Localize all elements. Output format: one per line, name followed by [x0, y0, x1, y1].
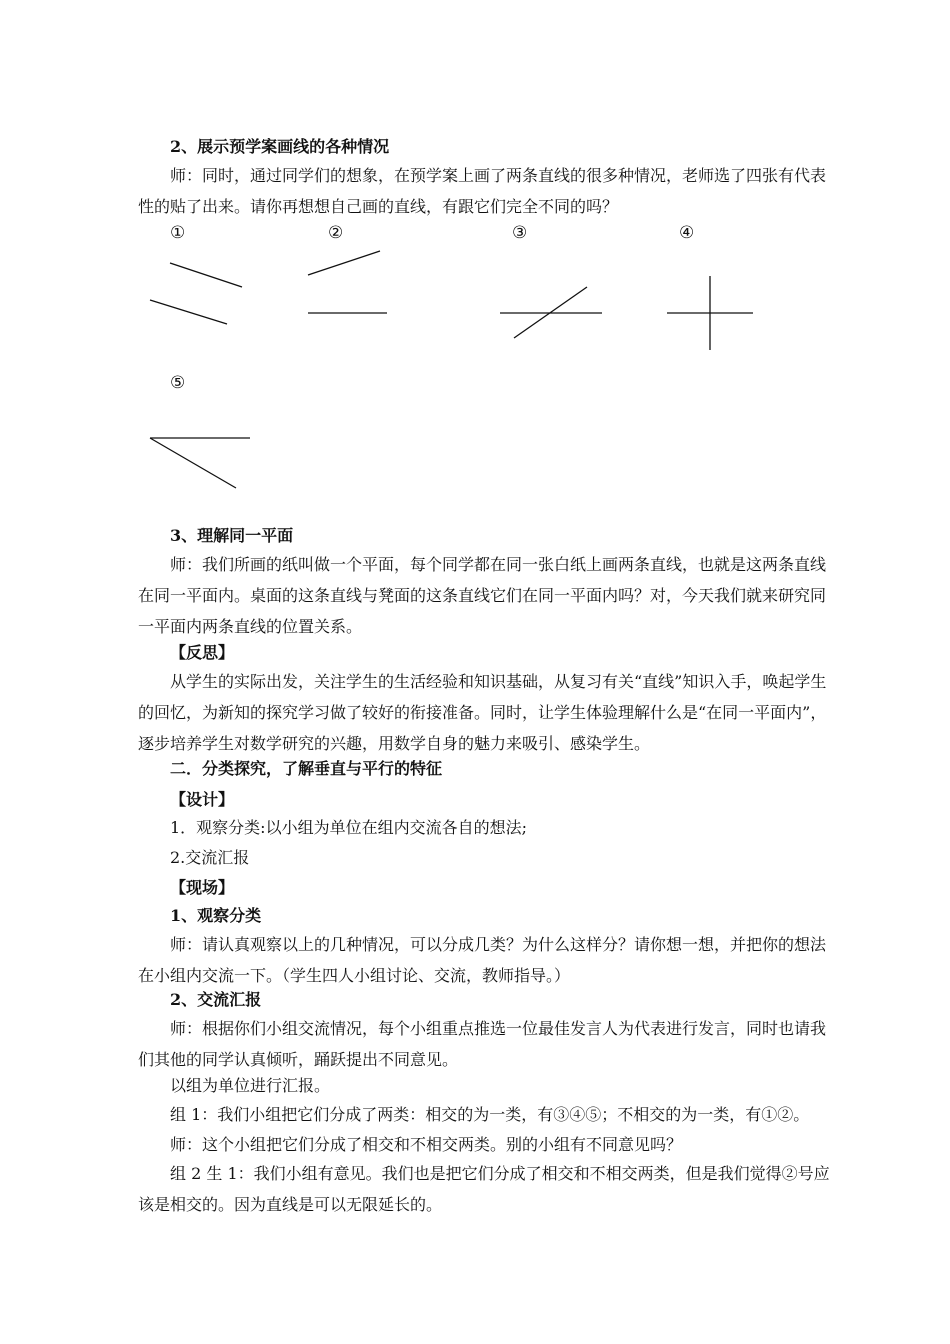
heading-design: 【设计】 [170, 790, 235, 809]
heading-show-drawings: 2、展示预学案画线的各种情况 [170, 137, 390, 156]
paragraph-reflection: 从学生的实际出发，关注学生的生活经验和知识基础，从复习有关“直线”知识入手，唤起学生的回忆，为新知的探究学习做了较好的衔接准备。同时，让学生体验理解什么是“在同一平面内”，逐步培养学生对数学研究的兴趣，用数学自身的魅力来吸引、感染学生。 [138, 672, 827, 753]
figure-1-line-b [150, 300, 227, 324]
heading-on-site: 【现场】 [170, 878, 235, 897]
heading-observe-classify: 1、观察分类 [170, 906, 262, 925]
line-figures [0, 0, 950, 520]
design-item-1: 1．观察分类:以小组为单位在组内交流各自的想法; [170, 818, 527, 837]
heading-same-plane: 3、理解同一平面 [170, 526, 294, 545]
figure-label-4: ④ [679, 223, 695, 243]
heading-report: 2、交流汇报 [170, 990, 262, 1009]
paragraph-report-intro: 师：根据你们小组交流情况，每个小组重点推选一位最佳发言人为代表进行发言，同时也请我们其他的同学认真倾听，踊跃提出不同意见。 [138, 1019, 827, 1069]
figure-label-5: ⑤ [170, 373, 186, 393]
paragraph-teacher-question: 师：这个小组把它们分成了相交和不相交两类。别的小组有不同意见吗？ [170, 1135, 683, 1154]
paragraph-group-report: 以组为单位进行汇报。 [170, 1076, 331, 1095]
figure-2-line-a [308, 251, 380, 275]
heading-reflection: 【反思】 [170, 643, 235, 662]
paragraph-observe: 师：请认真观察以上的几种情况，可以分成几类？为什么这样分？请你想一想，并把你的想法在小组内交流一下。（学生四人小组讨论、交流，教师指导。） [138, 935, 827, 985]
paragraph-same-plane: 师：我们所画的纸叫做一个平面，每个同学都在同一张白纸上画两条直线，也就是这两条直线在同一平面内。桌面的这条直线与凳面的这条直线它们在同一平面内吗？对，今天我们就来研究同一平面内两条直线的位置关系。 [138, 555, 827, 636]
paragraph-group-2: 组 2 生 1：我们小组有意见。我们也是把它们分成了相交和不相交两类，但是我们觉得②号应该是相交的。因为直线是可以无限延长的。 [138, 1164, 830, 1214]
figure-5-line-b [150, 438, 236, 488]
paragraph-group-1: 组 1：我们小组把它们分成了两类：相交的为一类，有③④⑤；不相交的为一类，有①②。 [170, 1105, 810, 1124]
figure-1-line-a [170, 263, 242, 287]
paragraph-teacher-intro: 师：同时，通过同学们的想象，在预学案上画了两条直线的很多种情况，老师选了四张有代表性的贴了出来。请你再想想自己画的直线，有跟它们完全不同的吗？ [138, 166, 827, 216]
figure-label-1: ① [170, 223, 186, 243]
figure-label-2: ② [328, 223, 344, 243]
heading-section-two: 二．分类探究，了解垂直与平行的特征 [170, 759, 443, 778]
figure-label-3: ③ [512, 223, 528, 243]
design-item-2: 2.交流汇报 [170, 848, 250, 867]
